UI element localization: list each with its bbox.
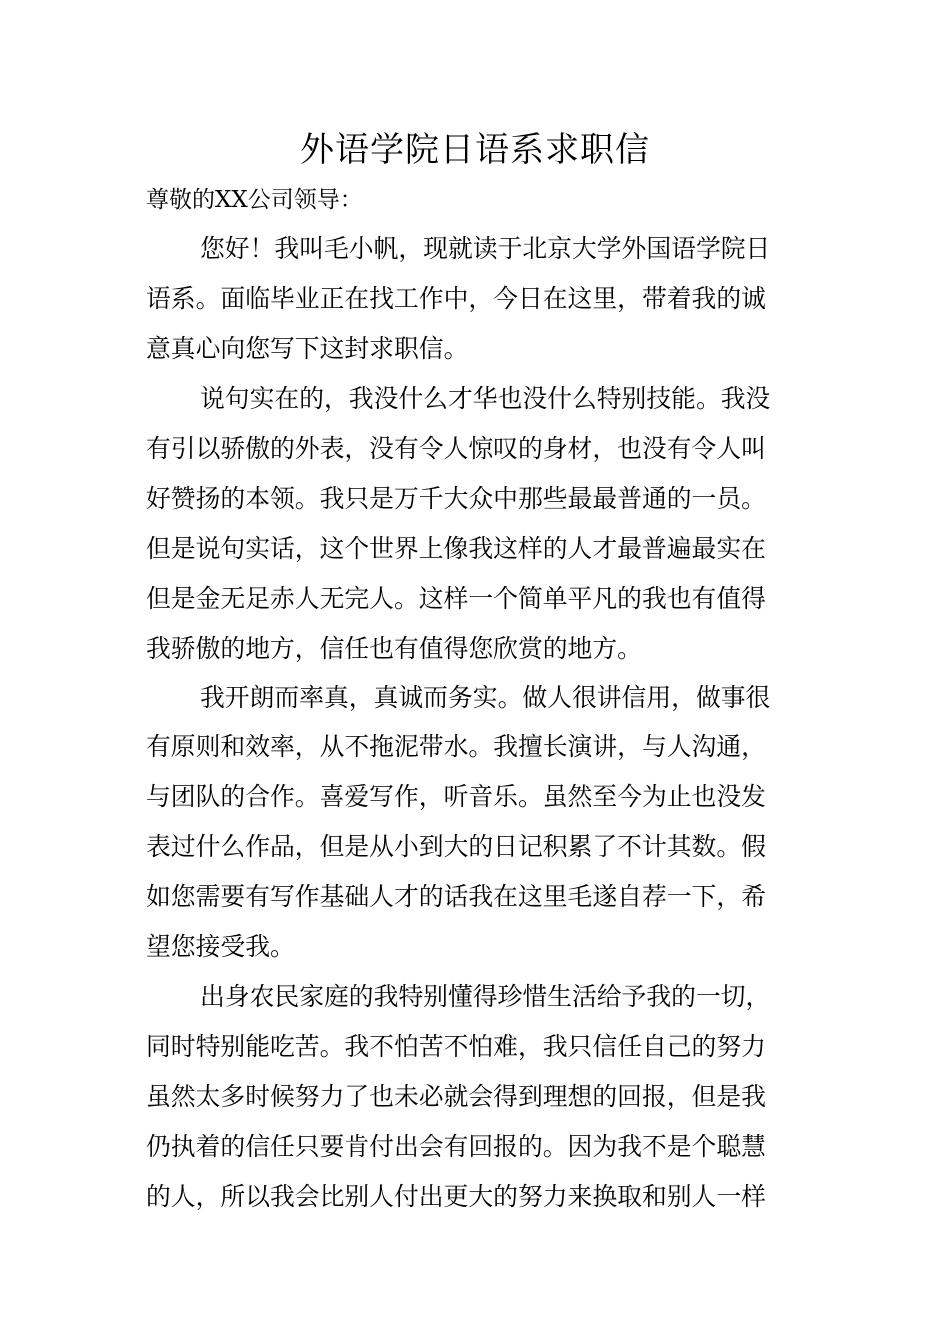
paragraph-line: 有引以骄傲的外表，没有令人惊叹的身材，也没有令人叫 <box>146 434 766 463</box>
paragraph-line: 我骄傲的地方，信任也有值得您欣赏的地方。 <box>146 634 642 663</box>
paragraph-line: 的人，所以我会比别人付出更大的努力来换取和别人一样 <box>146 1182 766 1211</box>
paragraph-line: 仍执着的信任只要肯付出会有回报的。因为我不是个聪慧 <box>146 1132 766 1161</box>
paragraph-line: 但是金无足赤人无完人。这样一个简单平凡的我也有值得 <box>146 584 766 613</box>
paragraph-line: 与团队的合作。喜爱写作，听音乐。虽然至今为止也没发 <box>146 782 766 811</box>
paragraph-line: 如您需要有写作基础人才的话我在这里毛遂自荐一下，希 <box>146 882 766 911</box>
paragraph-line: 语系。面临毕业正在找工作中，今日在这里，带着我的诚 <box>146 284 766 313</box>
paragraph-line: 意真心向您写下这封求职信。 <box>146 334 469 363</box>
paragraph-line: 我开朗而率真，真诚而务实。做人很讲信用，做事很 <box>200 683 771 712</box>
paragraph-line: 有原则和效率，从不拖泥带水。我擅长演讲，与人沟通， <box>146 732 766 761</box>
paragraph-line: 但是说句实话，这个世界上像我这样的人才最普遍最实在 <box>146 534 766 563</box>
paragraph-line: 虽然太多时候努力了也未必就会得到理想的回报，但是我 <box>146 1082 766 1111</box>
paragraph-line: 出身农民家庭的我特别懂得珍惜生活给予我的一切， <box>200 982 771 1011</box>
document-title: 外语学院日语系求职信 <box>300 130 650 170</box>
paragraph-line: 望您接受我。 <box>146 932 295 961</box>
paragraph-line: 您好！我叫毛小帆，现就读于北京大学外国语学院日 <box>200 234 771 263</box>
paragraph-line: 说句实在的，我没什么才华也没什么特别技能。我没 <box>200 384 771 413</box>
paragraph-line: 同时特别能吃苦。我不怕苦不怕难，我只信任自己的努力 <box>146 1032 766 1061</box>
salutation: 尊敬的XX公司领导： <box>146 187 363 213</box>
paragraph-line: 表过什么作品，但是从小到大的日记积累了不计其数。假 <box>146 832 766 861</box>
paragraph-line: 好赞扬的本领。我只是万千大众中那些最最普通的一员。 <box>146 484 766 513</box>
